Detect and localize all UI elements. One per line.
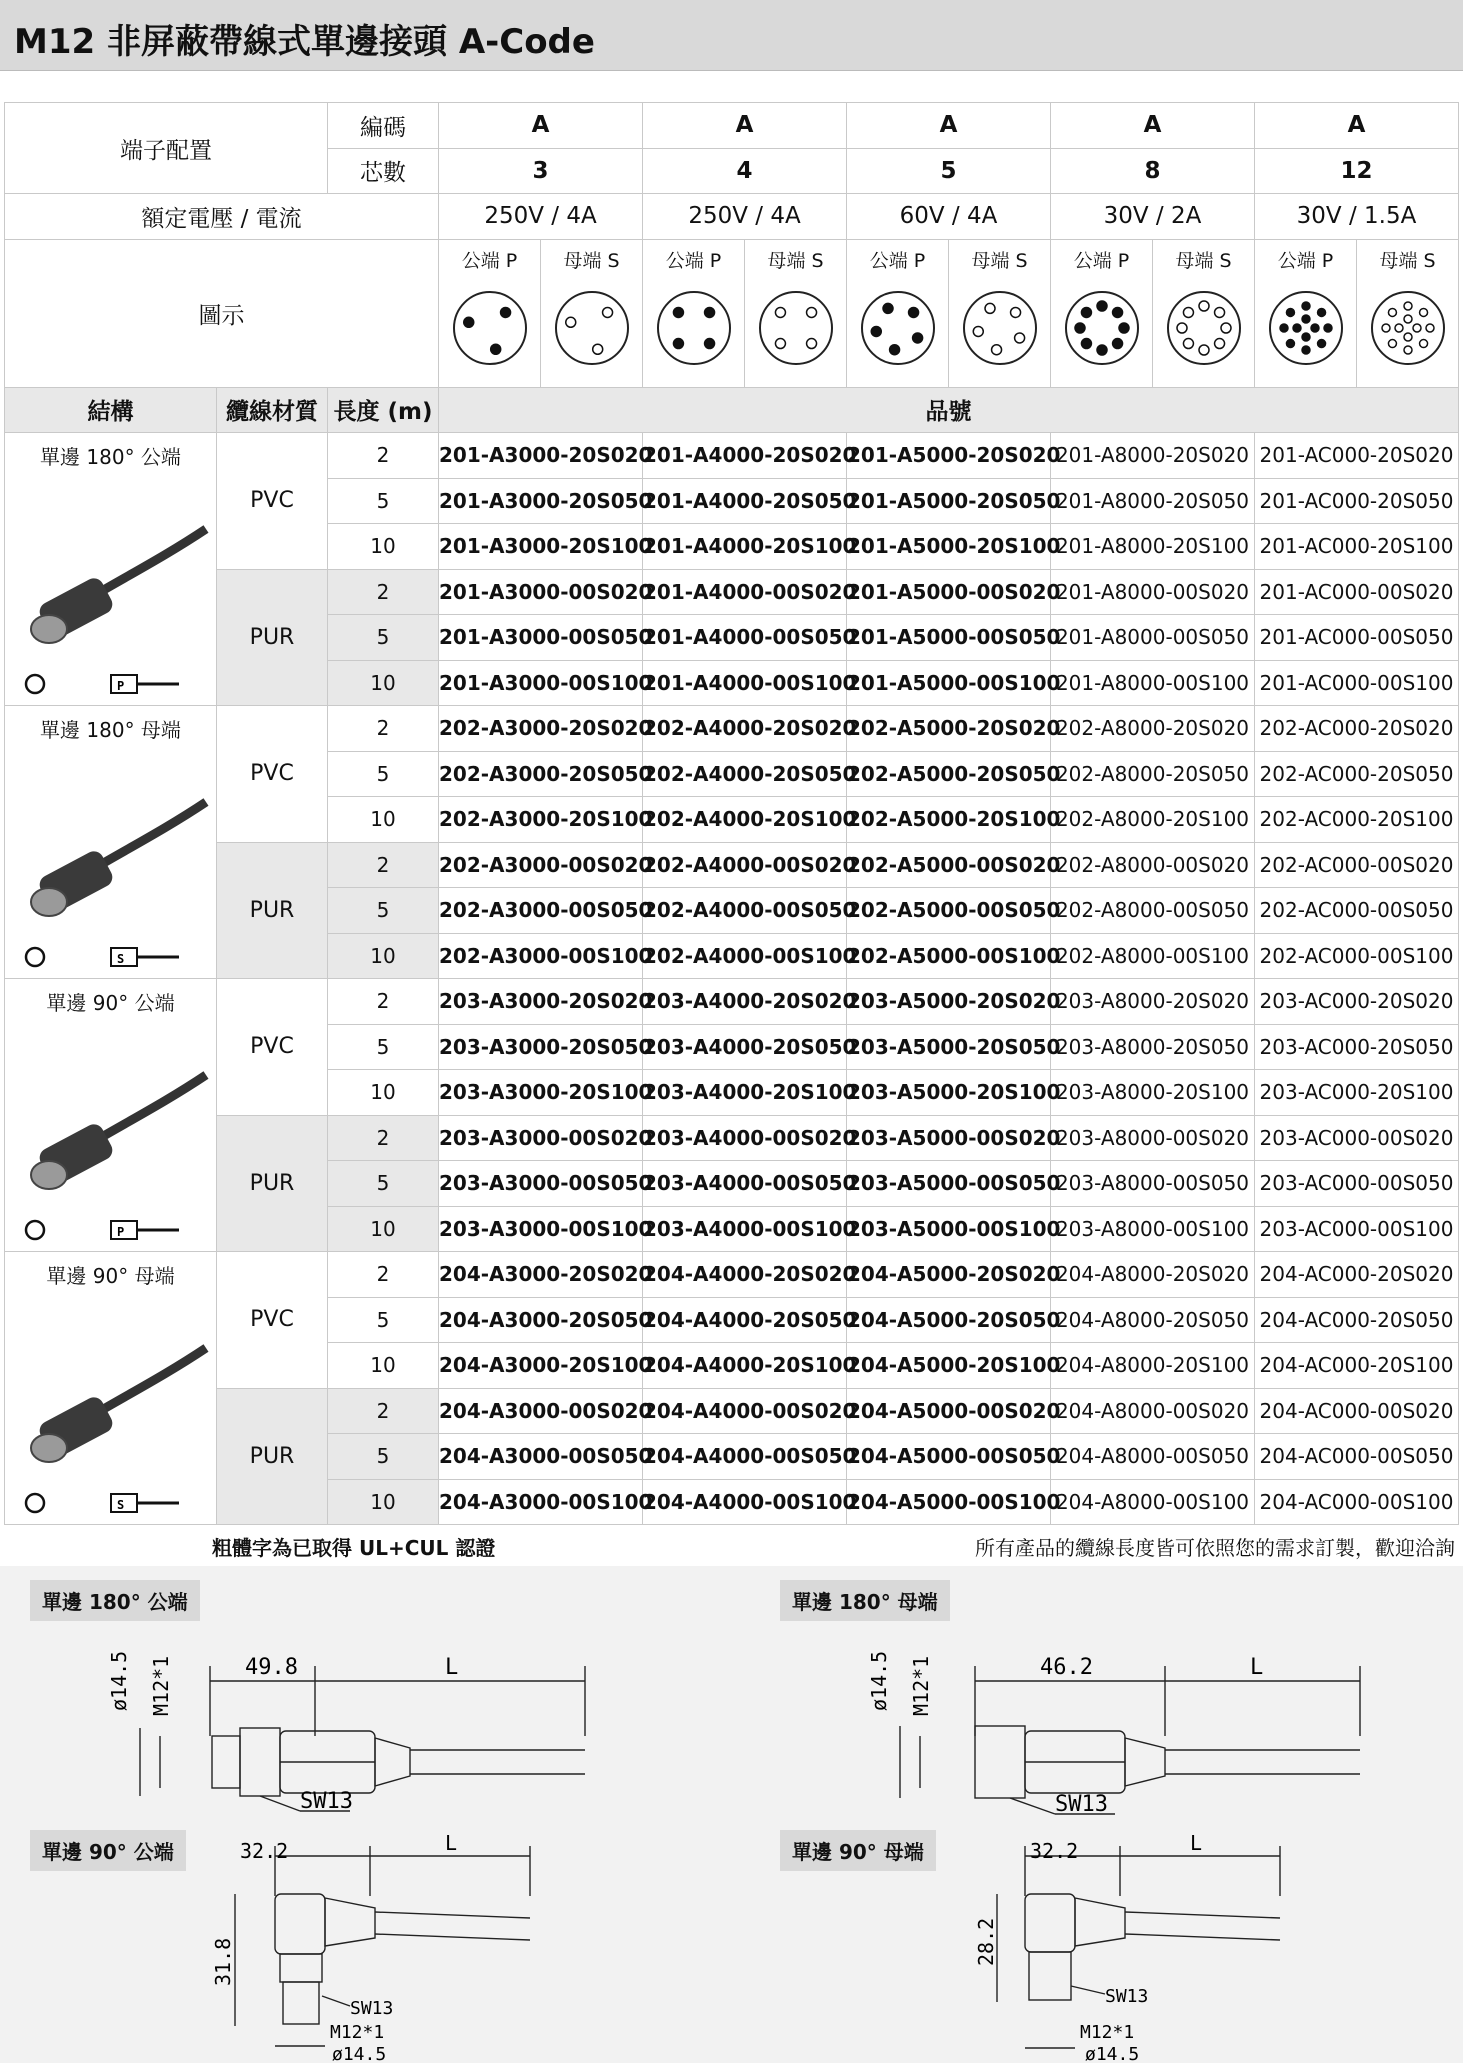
- dim-text: L: [445, 1831, 458, 1855]
- pin-diagram-label: 公端 P: [1073, 249, 1130, 272]
- structure-cell: [5, 706, 217, 979]
- dim-text: 32.2: [240, 1839, 289, 1863]
- cable-length: 5: [328, 1024, 439, 1070]
- male-pin-layout-icon: [451, 289, 529, 367]
- table-row: [5, 433, 1459, 479]
- coding-value: A: [643, 103, 847, 149]
- cable-length: 5: [328, 1297, 439, 1343]
- cable-length: 2: [328, 842, 439, 888]
- cable-length: 2: [328, 1252, 439, 1298]
- structure-label: 單邊 90° 公端: [46, 991, 175, 1015]
- plug-type-icon: P: [117, 679, 125, 693]
- cable-material: PVC: [217, 979, 328, 1116]
- part-number: 203-A8000-20S100: [1051, 1070, 1255, 1116]
- female-pin-layout-icon: [553, 289, 631, 367]
- part-number: 204-A8000-00S100: [1051, 1479, 1255, 1525]
- pin-diagram-label: 母端 S: [563, 249, 620, 272]
- part-number: 202-A3000-20S020: [439, 706, 643, 752]
- part-number: 203-A3000-00S020: [439, 1115, 643, 1161]
- diagram-label: 圖示: [5, 239, 439, 387]
- part-number: 203-A8000-20S020: [1051, 979, 1255, 1025]
- dim-text: SW13: [300, 1789, 353, 1814]
- rating-value: 250V / 4A: [643, 194, 847, 240]
- part-number: 202-A3000-00S050: [439, 888, 643, 934]
- pin-diagram-label: 公端 P: [461, 249, 518, 272]
- part-number: 201-A4000-00S050: [643, 615, 847, 661]
- part-number: 203-A4000-20S020: [643, 979, 847, 1025]
- part-number: 201-A3000-00S020: [439, 569, 643, 615]
- dim-text: ø14.5: [1085, 2044, 1140, 2063]
- part-number: 203-A5000-00S050: [847, 1161, 1051, 1207]
- dim-text: ø14.5: [867, 1650, 891, 1711]
- part-number: 204-A3000-20S020: [439, 1252, 643, 1298]
- coding-value: A: [1255, 103, 1459, 149]
- part-number: 202-A8000-00S020: [1051, 842, 1255, 888]
- part-number: 202-AC000-20S100: [1255, 797, 1459, 843]
- pin-diagram-cell: [847, 239, 949, 387]
- part-number: 202-A5000-20S020: [847, 706, 1051, 752]
- cores-label: 芯數: [328, 148, 439, 194]
- rating-value: 30V / 2A: [1051, 194, 1255, 240]
- part-number: 203-AC000-20S050: [1255, 1024, 1459, 1070]
- pin-diagram-cell: [643, 239, 745, 387]
- structure-cell: [5, 1252, 217, 1525]
- part-number: 204-A8000-20S020: [1051, 1252, 1255, 1298]
- part-number: 201-AC000-20S050: [1255, 478, 1459, 524]
- cable-length: 10: [328, 1206, 439, 1252]
- part-number: 201-A8000-20S020: [1051, 433, 1255, 479]
- part-number: 203-A4000-20S050: [643, 1024, 847, 1070]
- part-number: 203-A4000-00S100: [643, 1206, 847, 1252]
- part-number: 204-A8000-20S100: [1051, 1343, 1255, 1389]
- drawing-90-male: [210, 1826, 570, 2063]
- part-number: 201-A3000-20S020: [439, 433, 643, 479]
- part-number: 201-A5000-20S020: [847, 433, 1051, 479]
- part-number: 202-A4000-00S100: [643, 933, 847, 979]
- connector-photo-icon: [11, 1288, 211, 1518]
- part-number: 204-A3000-00S020: [439, 1388, 643, 1434]
- male-pin-layout-icon: [1063, 289, 1141, 367]
- coding-value: A: [847, 103, 1051, 149]
- part-number: 203-A8000-00S020: [1051, 1115, 1255, 1161]
- dim-label-180-female: 單邊 180° 母端: [780, 1580, 950, 1621]
- part-number: 202-A3000-00S100: [439, 933, 643, 979]
- pin-diagram-label: 母端 S: [1379, 249, 1436, 272]
- pin-diagram-cell: [1357, 239, 1459, 387]
- part-number: 202-A8000-00S050: [1051, 888, 1255, 934]
- part-number: 203-A5000-20S100: [847, 1070, 1051, 1116]
- part-number: 202-A4000-00S050: [643, 888, 847, 934]
- cores-value: 12: [1255, 148, 1459, 194]
- female-pin-layout-icon: [1369, 289, 1447, 367]
- dim-text: M12*1: [1080, 2022, 1135, 2043]
- ul-footnote: 粗體字為已取得 UL+CUL 認證: [212, 1536, 496, 1560]
- cable-length: 10: [328, 1479, 439, 1525]
- part-number: 204-A5000-20S020: [847, 1252, 1051, 1298]
- table-row: [5, 1388, 1459, 1434]
- part-number: 203-A8000-00S100: [1051, 1206, 1255, 1252]
- part-number: 204-AC000-00S100: [1255, 1479, 1459, 1525]
- custom-length-footnote: 所有產品的纜線長度皆可依照您的需求訂製，歡迎洽詢: [975, 1536, 1455, 1560]
- dim-text: 28.2: [974, 1917, 998, 1966]
- spec-table: [4, 102, 1459, 1525]
- part-number: 204-AC000-00S050: [1255, 1434, 1459, 1480]
- pin-diagram-cell: [1255, 239, 1357, 387]
- cable-length: 2: [328, 979, 439, 1025]
- cable-length: 2: [328, 1115, 439, 1161]
- part-number: 202-A5000-20S050: [847, 751, 1051, 797]
- dim-text: 31.8: [211, 1937, 235, 1986]
- structure-header: 結構: [5, 387, 217, 433]
- part-number: 202-A5000-00S050: [847, 888, 1051, 934]
- structure-label: 單邊 180° 公端: [40, 445, 181, 469]
- structure-label: 單邊 180° 母端: [40, 718, 181, 742]
- dim-text: M12*1: [330, 2022, 385, 2043]
- pin-diagram-cell: [439, 239, 541, 387]
- part-number: 204-AC000-20S020: [1255, 1252, 1459, 1298]
- cable-length: 10: [328, 660, 439, 706]
- part-number: 201-A4000-20S100: [643, 524, 847, 570]
- part-number: 203-AC000-20S100: [1255, 1070, 1459, 1116]
- part-number: 204-A4000-20S100: [643, 1343, 847, 1389]
- table-row: [5, 842, 1459, 888]
- part-number: 202-A5000-00S100: [847, 933, 1051, 979]
- connector-photo-icon: [11, 1015, 211, 1245]
- part-number: 201-A5000-20S100: [847, 524, 1051, 570]
- cable-length: 10: [328, 797, 439, 843]
- part-number: 201-A5000-00S020: [847, 569, 1051, 615]
- part-number: 201-AC000-20S020: [1255, 433, 1459, 479]
- dim-text: M12*1: [149, 1655, 173, 1716]
- pin-diagram-label: 公端 P: [869, 249, 926, 272]
- connector-photo-icon: [11, 469, 211, 699]
- part-number: 202-A8000-20S100: [1051, 797, 1255, 843]
- dim-label-180-male: 單邊 180° 公端: [30, 1580, 200, 1621]
- part-number: 202-A4000-20S020: [643, 706, 847, 752]
- part-number: 204-A3000-00S100: [439, 1479, 643, 1525]
- part-number: 201-A3000-20S100: [439, 524, 643, 570]
- part-number: 203-A3000-20S020: [439, 979, 643, 1025]
- part-number: 203-A3000-20S050: [439, 1024, 643, 1070]
- drawing-90-female: [975, 1826, 1335, 2063]
- pin-diagram-cell: [745, 239, 847, 387]
- part-number: 204-A8000-00S050: [1051, 1434, 1255, 1480]
- part-number: 202-A3000-20S050: [439, 751, 643, 797]
- part-number: 201-A8000-00S050: [1051, 615, 1255, 661]
- part-number: 204-A5000-00S020: [847, 1388, 1051, 1434]
- rating-value: 250V / 4A: [439, 194, 643, 240]
- pin-diagram-cell: [1153, 239, 1255, 387]
- pin-diagram-label: 母端 S: [767, 249, 824, 272]
- pin-diagram-cell: [949, 239, 1051, 387]
- part-number: 201-A4000-20S050: [643, 478, 847, 524]
- part-number: 202-A3000-20S100: [439, 797, 643, 843]
- part-number: 204-AC000-20S050: [1255, 1297, 1459, 1343]
- cores-value: 3: [439, 148, 643, 194]
- cable-material: PUR: [217, 1388, 328, 1525]
- plug-type-icon: P: [117, 1225, 125, 1239]
- part-number: 204-A4000-00S020: [643, 1388, 847, 1434]
- male-pin-layout-icon: [1267, 289, 1345, 367]
- part-number: 203-A5000-20S050: [847, 1024, 1051, 1070]
- part-number: 202-AC000-20S020: [1255, 706, 1459, 752]
- cable-length: 2: [328, 706, 439, 752]
- part-number: 202-AC000-20S050: [1255, 751, 1459, 797]
- part-number: 202-AC000-00S020: [1255, 842, 1459, 888]
- pin-diagram-label: 公端 P: [1277, 249, 1334, 272]
- male-pin-layout-icon: [859, 289, 937, 367]
- cable-material: PVC: [217, 433, 328, 570]
- rating-value: 60V / 4A: [847, 194, 1051, 240]
- part-number: 203-AC000-00S020: [1255, 1115, 1459, 1161]
- pin-diagram-cell: [541, 239, 643, 387]
- part-number: 202-A5000-00S020: [847, 842, 1051, 888]
- drawing-180-female: [867, 1626, 1360, 1826]
- dim-text: 46.2: [1040, 1655, 1093, 1680]
- material-header: 纜線材質: [217, 387, 328, 433]
- part-number: 204-A8000-20S050: [1051, 1297, 1255, 1343]
- cable-length: 2: [328, 569, 439, 615]
- part-number: 204-A5000-20S050: [847, 1297, 1051, 1343]
- rating-value: 30V / 1.5A: [1255, 194, 1459, 240]
- part-number: 201-A3000-00S050: [439, 615, 643, 661]
- cable-length: 5: [328, 615, 439, 661]
- part-number: 203-A5000-00S020: [847, 1115, 1051, 1161]
- part-number: 201-A8000-00S100: [1051, 660, 1255, 706]
- part-number: 201-A8000-20S050: [1051, 478, 1255, 524]
- part-number: 202-AC000-00S050: [1255, 888, 1459, 934]
- dim-text: ø14.5: [107, 1650, 131, 1711]
- part-number: 201-A4000-20S020: [643, 433, 847, 479]
- cable-material: PUR: [217, 842, 328, 979]
- part-number: 204-A3000-20S100: [439, 1343, 643, 1389]
- part-number: 204-A3000-20S050: [439, 1297, 643, 1343]
- cable-length: 2: [328, 433, 439, 479]
- part-number: 201-A4000-00S020: [643, 569, 847, 615]
- part-number: 202-A4000-20S100: [643, 797, 847, 843]
- dim-text: L: [1250, 1655, 1264, 1680]
- female-pin-layout-icon: [961, 289, 1039, 367]
- cable-material: PUR: [217, 569, 328, 706]
- cores-value: 4: [643, 148, 847, 194]
- pin-diagram-cell: [1051, 239, 1153, 387]
- part-number: 203-AC000-20S020: [1255, 979, 1459, 1025]
- part-number: 202-AC000-00S100: [1255, 933, 1459, 979]
- cable-length: 10: [328, 1070, 439, 1116]
- part-number: 201-A3000-20S050: [439, 478, 643, 524]
- plug-type-icon: S: [117, 952, 125, 966]
- rating-label: 額定電壓 / 電流: [5, 194, 439, 240]
- dimension-panel: [0, 1566, 1463, 2063]
- part-number: 204-A4000-00S050: [643, 1434, 847, 1480]
- part-number: 203-A5000-00S100: [847, 1206, 1051, 1252]
- cable-material: PUR: [217, 1115, 328, 1252]
- length-header: 長度 (m): [328, 387, 439, 433]
- cable-length: 5: [328, 1161, 439, 1207]
- part-number: 201-AC000-20S100: [1255, 524, 1459, 570]
- table-row: [5, 1252, 1459, 1298]
- connector-photo-icon: [11, 742, 211, 972]
- part-number: 204-AC000-00S020: [1255, 1388, 1459, 1434]
- part-number: 201-AC000-00S050: [1255, 615, 1459, 661]
- table-row: [5, 1115, 1459, 1161]
- part-number: 203-A8000-00S050: [1051, 1161, 1255, 1207]
- cable-material: PVC: [217, 706, 328, 843]
- part-number: 202-A5000-20S100: [847, 797, 1051, 843]
- part-number: 202-A8000-20S020: [1051, 706, 1255, 752]
- part-number: 203-AC000-00S100: [1255, 1206, 1459, 1252]
- part-number: 204-A4000-20S020: [643, 1252, 847, 1298]
- part-number: 201-A5000-00S050: [847, 615, 1051, 661]
- part-number: 204-A5000-20S100: [847, 1343, 1051, 1389]
- part-number: 204-A4000-00S100: [643, 1479, 847, 1525]
- part-number: 201-A3000-00S100: [439, 660, 643, 706]
- part-number: 201-AC000-00S020: [1255, 569, 1459, 615]
- title-bar: [0, 0, 1463, 71]
- part-number: 203-A4000-00S020: [643, 1115, 847, 1161]
- pin-diagram-label: 母端 S: [1175, 249, 1232, 272]
- part-number: 201-A5000-00S100: [847, 660, 1051, 706]
- dim-text: SW13: [350, 1998, 394, 2019]
- part-no-header: 品號: [439, 387, 1459, 433]
- structure-cell: [5, 979, 217, 1252]
- structure-label: 單邊 90° 母端: [46, 1264, 175, 1288]
- cable-length: 5: [328, 478, 439, 524]
- part-number: 203-A3000-00S050: [439, 1161, 643, 1207]
- dim-label-90-female: 單邊 90° 母端: [780, 1830, 936, 1871]
- cores-value: 8: [1051, 148, 1255, 194]
- part-number: 203-A4000-20S100: [643, 1070, 847, 1116]
- part-number: 201-A5000-20S050: [847, 478, 1051, 524]
- dim-text: 49.8: [245, 1655, 298, 1680]
- part-number: 203-A4000-00S050: [643, 1161, 847, 1207]
- part-number: 202-A4000-00S020: [643, 842, 847, 888]
- part-number: 203-A3000-20S100: [439, 1070, 643, 1116]
- part-number: 201-A8000-00S020: [1051, 569, 1255, 615]
- page-title: M12 非屏蔽帶線式單邊接頭 A-Code: [14, 22, 595, 62]
- part-number: 202-A3000-00S020: [439, 842, 643, 888]
- cable-length: 10: [328, 933, 439, 979]
- dim-text: 32.2: [1030, 1839, 1079, 1863]
- part-number: 203-A8000-20S050: [1051, 1024, 1255, 1070]
- table-row: [5, 979, 1459, 1025]
- dim-text: M12*1: [909, 1655, 933, 1716]
- table-row: [5, 706, 1459, 752]
- part-number: 201-A4000-00S100: [643, 660, 847, 706]
- part-number: 202-A8000-00S100: [1051, 933, 1255, 979]
- part-number: 204-A5000-00S050: [847, 1434, 1051, 1480]
- cores-value: 5: [847, 148, 1051, 194]
- pin-diagram-label: 公端 P: [665, 249, 722, 272]
- terminal-config-label: 端子配置: [5, 103, 328, 194]
- table-row: [5, 569, 1459, 615]
- part-number: 204-A5000-00S100: [847, 1479, 1051, 1525]
- dim-label-90-male: 單邊 90° 公端: [30, 1830, 186, 1871]
- part-number: 204-A3000-00S050: [439, 1434, 643, 1480]
- part-number: 202-A4000-20S050: [643, 751, 847, 797]
- cable-length: 5: [328, 1434, 439, 1480]
- coding-value: A: [1051, 103, 1255, 149]
- dim-text: SW13: [1055, 1792, 1108, 1817]
- cable-length: 5: [328, 751, 439, 797]
- dim-text: L: [1190, 1831, 1203, 1855]
- part-number: 201-AC000-00S100: [1255, 660, 1459, 706]
- cable-material: PVC: [217, 1252, 328, 1389]
- plug-type-icon: S: [117, 1498, 125, 1512]
- part-number: 203-A5000-20S020: [847, 979, 1051, 1025]
- female-pin-layout-icon: [1165, 289, 1243, 367]
- part-number: 203-A3000-00S100: [439, 1206, 643, 1252]
- coding-value: A: [439, 103, 643, 149]
- structure-cell: [5, 433, 217, 706]
- cable-length: 10: [328, 524, 439, 570]
- part-number: 203-AC000-00S050: [1255, 1161, 1459, 1207]
- dim-text: L: [445, 1655, 459, 1680]
- coding-label: 編碼: [328, 103, 439, 149]
- male-pin-layout-icon: [655, 289, 733, 367]
- dim-text: SW13: [1105, 1986, 1149, 2007]
- dim-text: ø14.5: [332, 2044, 387, 2063]
- cable-length: 5: [328, 888, 439, 934]
- part-number: 202-A8000-20S050: [1051, 751, 1255, 797]
- part-number: 204-AC000-20S100: [1255, 1343, 1459, 1389]
- drawing-180-male: [107, 1626, 600, 1826]
- part-number: 204-A4000-20S050: [643, 1297, 847, 1343]
- female-pin-layout-icon: [757, 289, 835, 367]
- part-number: 201-A8000-20S100: [1051, 524, 1255, 570]
- cable-length: 2: [328, 1388, 439, 1434]
- part-number: 204-A8000-00S020: [1051, 1388, 1255, 1434]
- pin-diagram-label: 母端 S: [971, 249, 1028, 272]
- cable-length: 10: [328, 1343, 439, 1389]
